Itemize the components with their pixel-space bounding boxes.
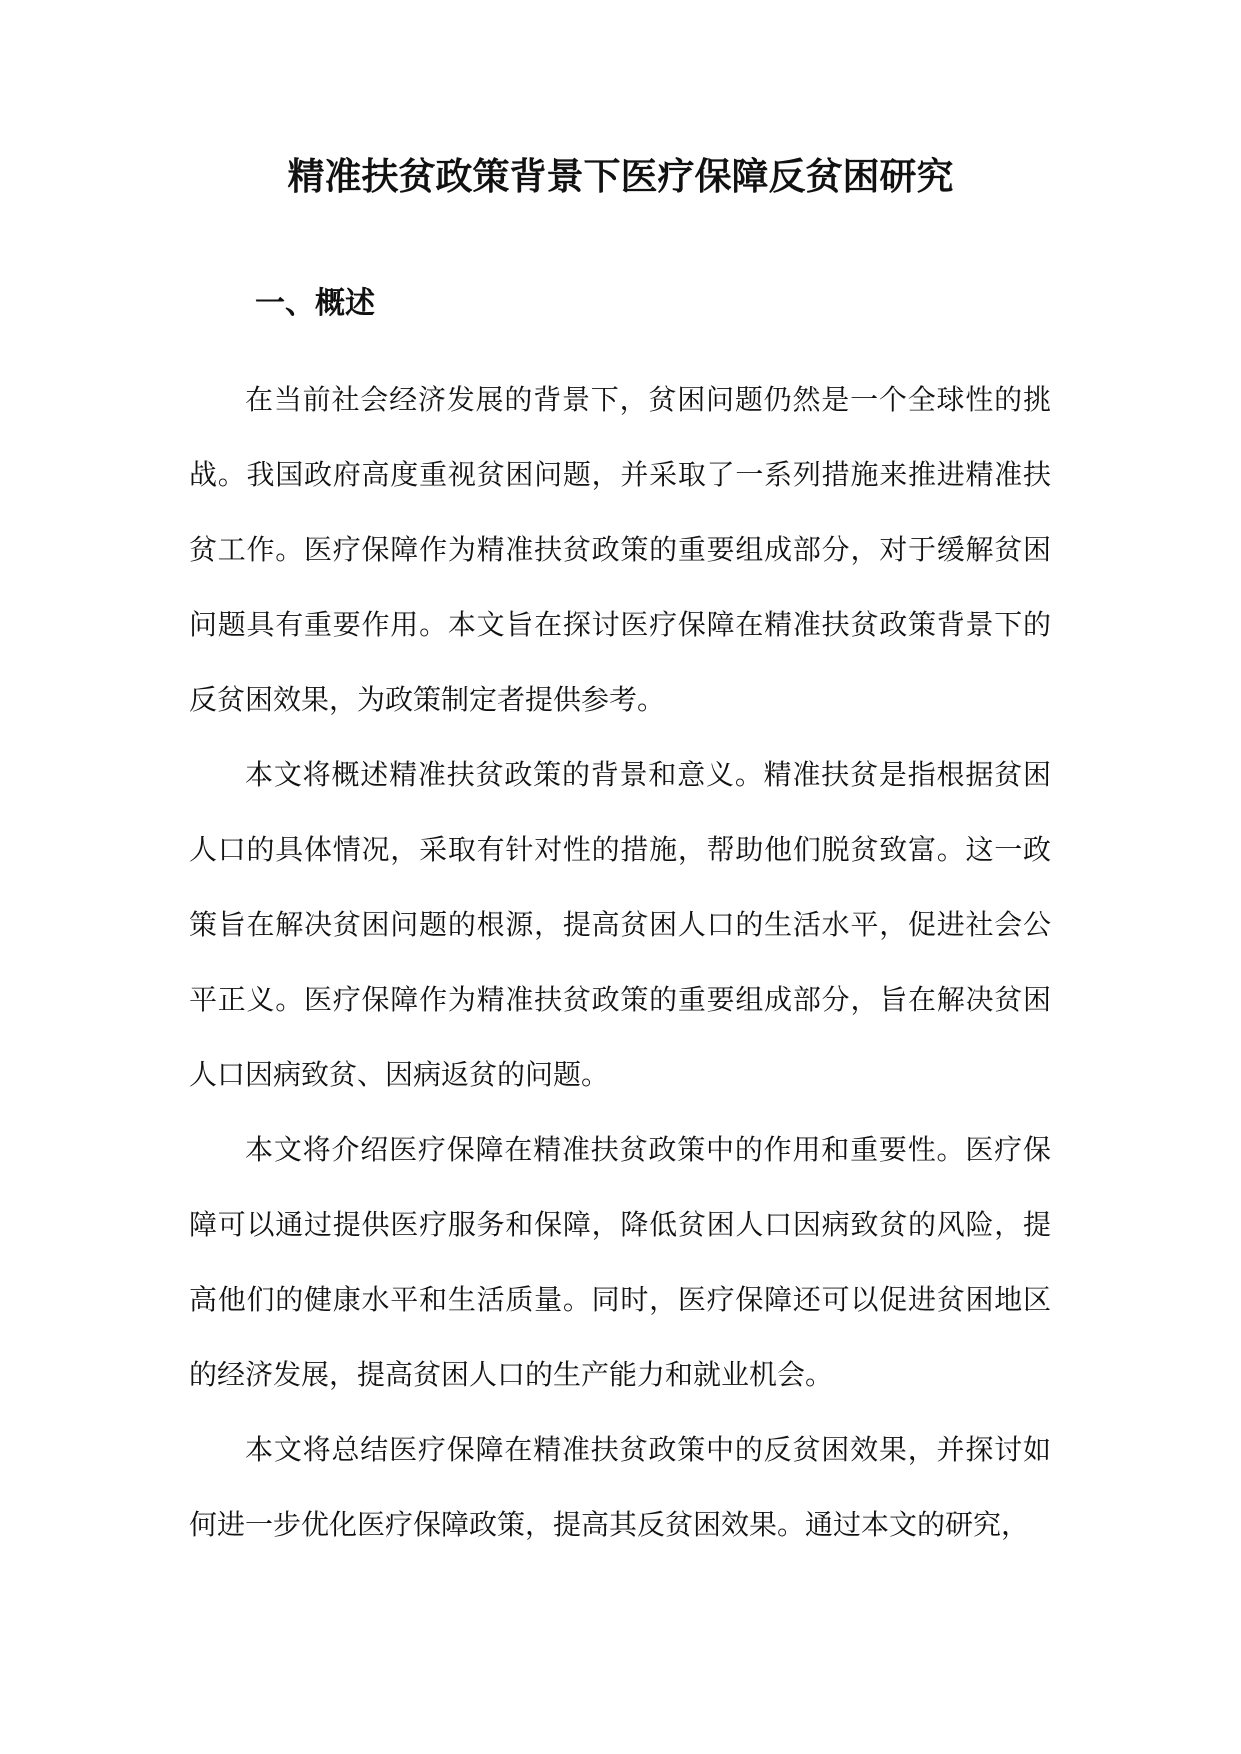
paragraph: 本文将总结医疗保障在精准扶贫政策中的反贫困效果，并探讨如何进一步优化医疗保障政策，提高其反贫困效果。通过本文的研究， <box>189 1433 1051 1541</box>
section-body <box>189 362 1051 1562</box>
section-heading-overview: 一、概述 <box>255 286 375 321</box>
paragraph: 本文将介绍医疗保障在精准扶贫政策中的作用和重要性。医疗保障可以通过提供医疗服务和保障，降低贫困人口因病致贫的风险，提高他们的健康水平和生活质量。同时，医疗保障还可以促进贫困地区的经济发展，提高贫困人口的生产能力和就业机会。 <box>189 1133 1051 1391</box>
paragraph: 本文将概述精准扶贫政策的背景和意义。精准扶贫是指根据贫困人口的具体情况，采取有针对性的措施，帮助他们脱贫致富。这一政策旨在解决贫困问题的根源，提高贫困人口的生活水平，促进社会公平正义。医疗保障作为精准扶贫政策的重要组成部分，旨在解决贫困人口因病致贫、因病返贫的问题。 <box>189 758 1051 1091</box>
paragraph: 在当前社会经济发展的背景下，贫困问题仍然是一个全球性的挑战。我国政府高度重视贫困问题，并采取了一系列措施来推进精准扶贫工作。医疗保障作为精准扶贫政策的重要组成部分，对于缓解贫困问题具有重要作用。本文旨在探讨医疗保障在精准扶贫政策背景下的反贫困效果，为政策制定者提供参考。 <box>189 383 1051 716</box>
document-title: 精准扶贫政策背景下医疗保障反贫困研究 <box>287 154 954 198</box>
